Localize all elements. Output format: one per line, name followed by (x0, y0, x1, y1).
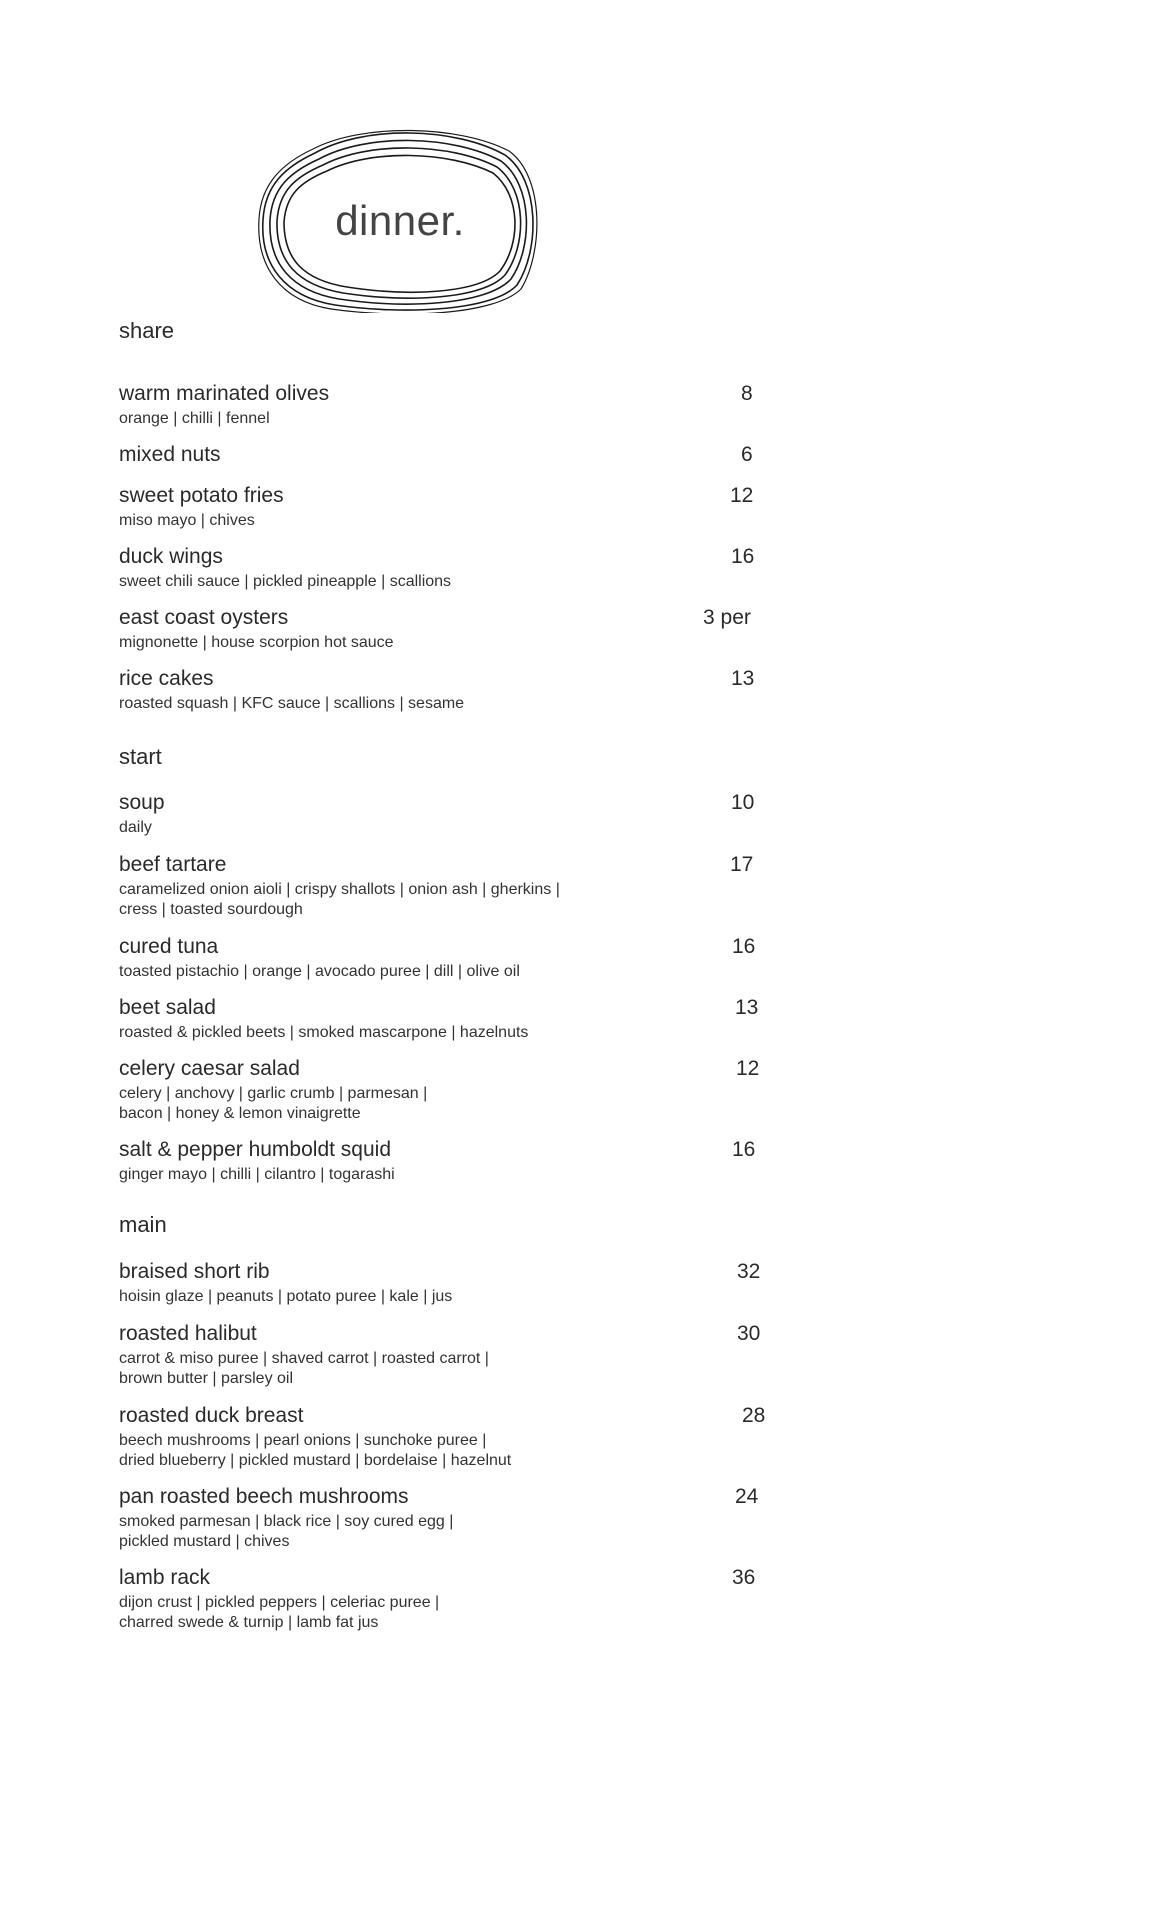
menu-item-price: 13 (731, 667, 755, 690)
menu-item-price: 6 (741, 443, 753, 466)
menu-item-name: pan roasted beech mushrooms (119, 1485, 409, 1508)
menu-item-name: rice cakes (119, 667, 214, 690)
menu-item-description: sweet chili sauce | pickled pineapple | scallions (119, 573, 452, 590)
menu-item-description: celery | anchovy | garlic crumb | parmesan | (119, 1085, 428, 1102)
menu-item-name: mixed nuts (119, 443, 221, 466)
menu-item-name: beet salad (119, 996, 216, 1019)
menu-item-description: daily (119, 819, 152, 836)
menu-item-description: miso mayo | chives (119, 512, 255, 529)
menu-item-description: toasted pistachio | orange | avocado puree | dill | olive oil (119, 963, 520, 980)
menu-item-description: roasted squash | KFC sauce | scallions | sesame (119, 695, 465, 712)
menu-item-price: 16 (731, 545, 755, 568)
menu-item-name: salt & pepper humboldt squid (119, 1138, 392, 1161)
menu-item-name: cured tuna (119, 935, 219, 958)
menu-item-description: caramelized onion aioli | crispy shallots | onion ash | gherkins | (119, 881, 560, 898)
menu-item-description: dried blueberry | pickled mustard | bordelaise | hazelnut (119, 1452, 512, 1469)
menu-item-description: ginger mayo | chilli | cilantro | togarashi (119, 1166, 395, 1183)
menu-item-description: mignonette | house scorpion hot sauce (119, 634, 394, 651)
menu-item-name: east coast oysters (119, 606, 289, 629)
menu-item-name: braised short rib (119, 1260, 270, 1283)
menu-item-price: 3 per (703, 606, 751, 629)
menu-item-description: charred swede & turnip | lamb fat jus (119, 1614, 379, 1631)
menu-item-price: 12 (736, 1057, 760, 1080)
menu-item-price: 36 (732, 1566, 756, 1589)
section-title-start: start (119, 744, 162, 769)
menu-item-description: brown butter | parsley oil (119, 1370, 294, 1387)
menu-item-description: pickled mustard | chives (119, 1533, 290, 1550)
menu-item-name: celery caesar salad (119, 1057, 300, 1080)
menu-item-price: 10 (731, 791, 755, 814)
menu-item-description: carrot & miso puree | shaved carrot | roasted carrot | (119, 1350, 489, 1367)
menu-item-name: roasted halibut (119, 1322, 257, 1345)
menu-item-description: orange | chilli | fennel (119, 410, 270, 427)
menu-item-price: 30 (737, 1322, 761, 1345)
menu-item-price: 12 (730, 484, 754, 507)
menu-item-description: hoisin glaze | peanuts | potato puree | kale | jus (119, 1288, 453, 1305)
menu-item-name: duck wings (119, 545, 223, 568)
menu-item-price: 13 (735, 996, 759, 1019)
section-title-share: share (119, 318, 175, 343)
menu-item-price: 16 (732, 1138, 756, 1161)
menu-item-price: 28 (742, 1404, 766, 1427)
menu-item-price: 8 (741, 382, 753, 405)
dinner-logo (255, 125, 545, 313)
menu-item-price: 17 (730, 853, 754, 876)
menu-item-price: 24 (735, 1485, 759, 1508)
menu-item-name: lamb rack (119, 1566, 211, 1589)
menu-item-price: 32 (737, 1260, 761, 1283)
section-title-main: main (119, 1212, 167, 1237)
menu-item-description: bacon | honey & lemon vinaigrette (119, 1105, 361, 1122)
menu-item-name: roasted duck breast (119, 1404, 304, 1427)
logo-text: dinner. (335, 197, 465, 244)
menu-item-name: soup (119, 791, 165, 814)
menu-item-description: beech mushrooms | pearl onions | sunchoke puree | (119, 1432, 487, 1449)
menu-item-description: cress | toasted sourdough (119, 901, 303, 918)
menu-item-description: dijon crust | pickled peppers | celeriac puree | (119, 1594, 440, 1611)
menu-item-description: smoked parmesan | black rice | soy cured egg | (119, 1513, 454, 1530)
menu-item-price: 16 (732, 935, 756, 958)
menu-item-description: roasted & pickled beets | smoked mascarpone | hazelnuts (119, 1024, 529, 1041)
menu-item-name: sweet potato fries (119, 484, 284, 507)
menu-item-name: warm marinated olives (119, 382, 330, 405)
menu-item-name: beef tartare (119, 853, 227, 876)
